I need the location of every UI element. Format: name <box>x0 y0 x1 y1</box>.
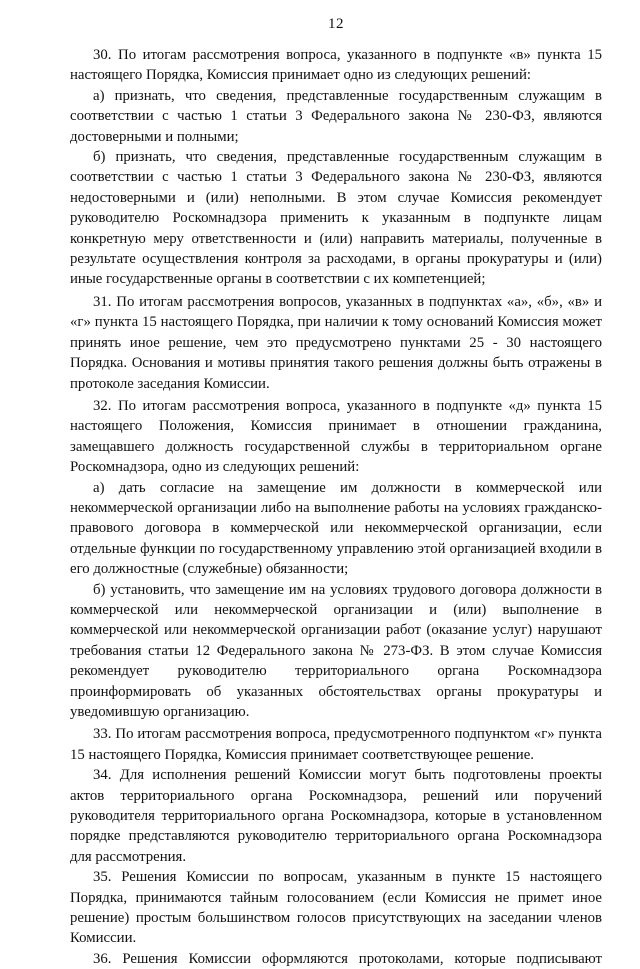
page-number: 12 <box>328 16 344 32</box>
paragraph-35: 35. Решения Комиссии по вопросам, указанным в пункте 15 настоящего Порядка, принимаются тайным голосованием (если Комиссия не примет иное решение) простым большинством голосов присутствующих на заседании членов Комиссии. <box>70 869 602 947</box>
paragraph-31: 31. По итогам рассмотрения вопросов, указанных в подпунктах «а», «б», «в» и «г» пункта 15 настоящего Порядка, при наличии к тому оснований Комиссия может принять иное решение, чем это предусмотрено пунктами 25 - 30 настоящего Порядка. Основания и мотивы принятия такого решения должны быть отражены в протоколе заседания Комиссии. <box>70 293 602 392</box>
paragraph-32-a: а) дать согласие на замещение им должности в коммерческой или некоммерческой организации либо на выполнение работы на условиях гражданско-правового договора в коммерческой или некоммерческой организации, если отдельные функции по государственному управлению этой организацией входили в его должностные (служебные) обязанности; <box>70 479 602 578</box>
paragraph-30-a: а) признать, что сведения, представленные государственным служащим в соответствии с частью 1 статьи 3 Федерального закона № 230-ФЗ, являются достоверными и полными; <box>70 87 602 145</box>
paragraph-33: 33. По итогам рассмотрения вопроса, предусмотренного подпунктом «г» пункта 15 настоящего Порядка, Комиссия принимает соответствующее решение. <box>70 726 602 763</box>
paragraph-30: 30. По итогам рассмотрения вопроса, указанного в подпункте «в» пункта 15 настоящего Порядка, Комиссия принимает одно из следующих решений: <box>70 47 602 84</box>
paragraph-32-b: б) установить, что замещение им на условиях трудового договора должности в коммерческой или некоммерческой организации и (или) выполнение в коммерческой или некоммерческой организации работ (оказание услуг) нарушают требования статьи 12 Федерального закона № 273-ФЗ. В этом случае Комиссия рекомендует руководителю территориального органа Роскомнадзора проинформировать об указанных обстоятельствах органы прокуратуры и уведомившую организацию. <box>70 581 602 720</box>
paragraph-32: 32. По итогам рассмотрения вопроса, указанного в подпункте «д» пункта 15 настоящего Положения, Комиссия принимает в отношении гражданина, замещавшего должность государственной службы в территориальном органе Роскомнадзора, одно из следующих решений: <box>70 397 602 476</box>
paragraph-30-b: б) признать, что сведения, представленные государственным служащим в соответствии с частью 1 статьи 3 Федерального закона № 230-ФЗ, являются недостоверными и (или) неполными. В этом случае Комиссия рекомендует руководителю Роскомнадзора применить к указанным в подпункте лицам конкретную меру ответственности и (или) направить материалы, полученные в результате осуществления контроля за расходами, в органы прокуратуры и (или) иные государственные органы в соответствии с их компетенцией; <box>70 149 602 288</box>
paragraph-36: 36. Решения Комиссии оформляются протоколами, которые подписывают <box>93 950 602 967</box>
paragraph-34: 34. Для исполнения решений Комиссии могут быть подготовлены проекты актов территориального органа Роскомнадзора, решений или поручений руководителя территориального органа Роскомнадзора, которые в установленном порядке представляются руководителю территориального органа Роскомнадзора для рассмотрения. <box>70 767 602 865</box>
document-body <box>70 45 602 969</box>
